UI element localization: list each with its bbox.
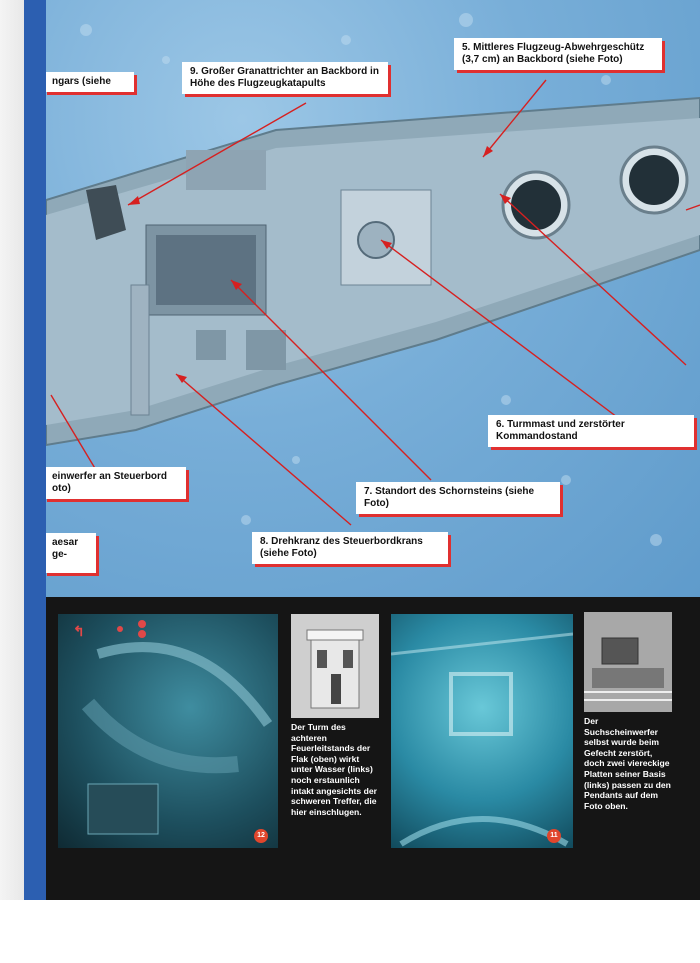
searchlight-caption: Der Suchscheinwerfer selbst wurde beim Gefecht zerstört, doch zwei viereckige Platten seiner Basis (links) passen zu den Pendants auf dem Foto oben. <box>584 716 671 811</box>
photo-searchlight-above-water <box>584 612 672 712</box>
label-caesar-fragment: aesar ge- <box>46 533 96 573</box>
photo-12-number-badge: 12 <box>254 829 268 843</box>
photo-searchlight-illustration <box>584 612 672 712</box>
wreck-seabed-image <box>46 0 700 597</box>
label-6-tower-mast: 6. Turmmast und zerstörter Kommandostand <box>488 415 694 447</box>
label-hangar-fragment: ngars (siehe <box>46 72 134 92</box>
photo-tower-above-water <box>291 614 379 718</box>
label-9-shell-crater: 9. Großer Granattrichter an Backbord in Höhe des Flugzeugkatapults <box>182 62 388 94</box>
label-searchlight-fragment: einwerfer an Steuerbord oto) <box>46 467 186 499</box>
tower-caption: Der Turm des achteren Feuerleitstands der Flak (oben) wirkt unter Wasser (links) noch erstaunlich intakt angesichts der schweren Treffer, die hier einschlugen. <box>291 722 377 817</box>
label-5-flak-gun: 5. Mittleres Flugzeug-Abwehrgeschütz (3,7 cm) an Backbord (siehe Foto) <box>454 38 662 70</box>
photo-11-underwater-searchlight-base <box>391 614 573 848</box>
label-8-crane-turntable: 8. Drehkranz des Steuerbordkrans (siehe Foto) <box>252 532 448 564</box>
photo-12-illustration <box>58 614 278 848</box>
photo-tower-illustration <box>291 614 379 718</box>
photo-12-underwater-tower <box>58 614 278 848</box>
photo-panel <box>46 597 700 900</box>
photo-11-number-badge: 11 <box>547 829 561 843</box>
svg-text:↰: ↰ <box>73 623 85 639</box>
photo-11-illustration <box>391 614 573 848</box>
label-7-funnel-location: 7. Standort des Schornsteins (siehe Foto) <box>356 482 560 514</box>
blue-margin-strip <box>24 0 46 900</box>
